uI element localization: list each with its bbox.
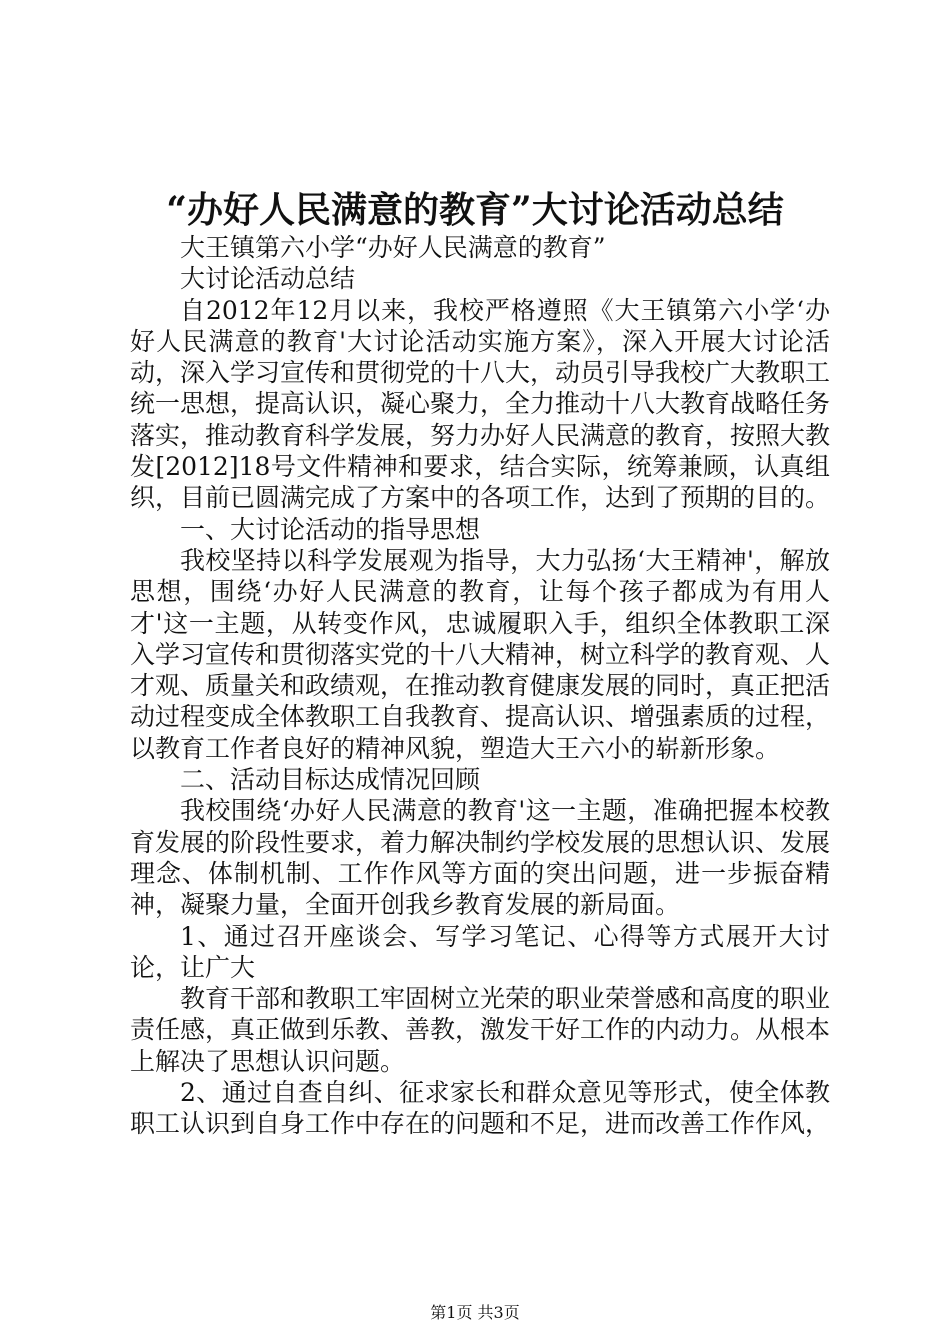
section-heading-2: 二、活动目标达成情况回顾 <box>180 765 481 795</box>
paragraph-list-item-1-cont: 教育干部和教职工牢固树立光荣的职业荣誉感和高度的职业责任感，真正做到乐教、善教，激发干好工作的内动力。从根本上解决了思想认识问题。 <box>130 984 831 1076</box>
paragraph-intro: 自2012年12月以来，我校严格遵照《大王镇第六小学‘办好人民满意的教育'大讨论活动实施方案》，深入开展大讨论活动，深入学习宣传和贯彻党的十八大，动员引导我校广大教职工统一思想，提高认识，凝心聚力，全力推动十八大教育战略任务落实，推动教育科学发展，努力办好人民满意的教育，按照大教发[2012]18号文件精神和要求，结合实际，统筹兼顾，认真组织，目前已圆满完成了方案中的各项工作，达到了预期的目的。 <box>130 295 831 513</box>
subtitle-line-1: 大王镇第六小学“办好人民满意的教育” <box>180 233 606 262</box>
subtitle-line-2: 大讨论活动总结 <box>180 264 356 294</box>
page-number: 第1页 共3页 <box>430 1303 520 1322</box>
document-body <box>130 232 830 1140</box>
document-title: “办好人民满意的教育”大讨论活动总结 <box>166 189 784 231</box>
section-heading-1: 一、大讨论活动的指导思想 <box>180 514 481 544</box>
list-item-2: 2、通过自查自纠、征求家长和群众意见等形式，使全体教职工认识到自身工作中存在的问题和不足，进而改善工作作风， <box>130 1078 831 1139</box>
list-item-1: 1、通过召开座谈会、写学习笔记、心得等方式展开大讨论，让广大 <box>130 921 830 982</box>
paragraph-guiding-thought: 我校坚持以科学发展观为指导，大力弘扬‘大王精神'，解放思想，围绕‘办好人民满意的教育，让每个孩子都成为有用人才'这一主题，从转变作风，忠诚履职入手，组织全体教职工深入学习宣传和贯彻落实党的十八大精神，树立科学的教育观、人才观、质量关和政绩观，在推动教育健康发展的同时，真正把活动过程变成全体教职工自我教育、提高认识、增强素质的过程，以教育工作者良好的精神风貌，塑造大王六小的崭新形象。 <box>130 545 831 763</box>
paragraph-goal-review: 我校围绕‘办好人民满意的教育'这一主题，准确把握本校教育发展的阶段性要求，着力解决制约学校发展的思想认识、发展理念、体制机制、工作作风等方面的突出问题，进一步振奋精神，凝聚力量，全面开创我乡教育发展的新局面。 <box>130 796 831 920</box>
